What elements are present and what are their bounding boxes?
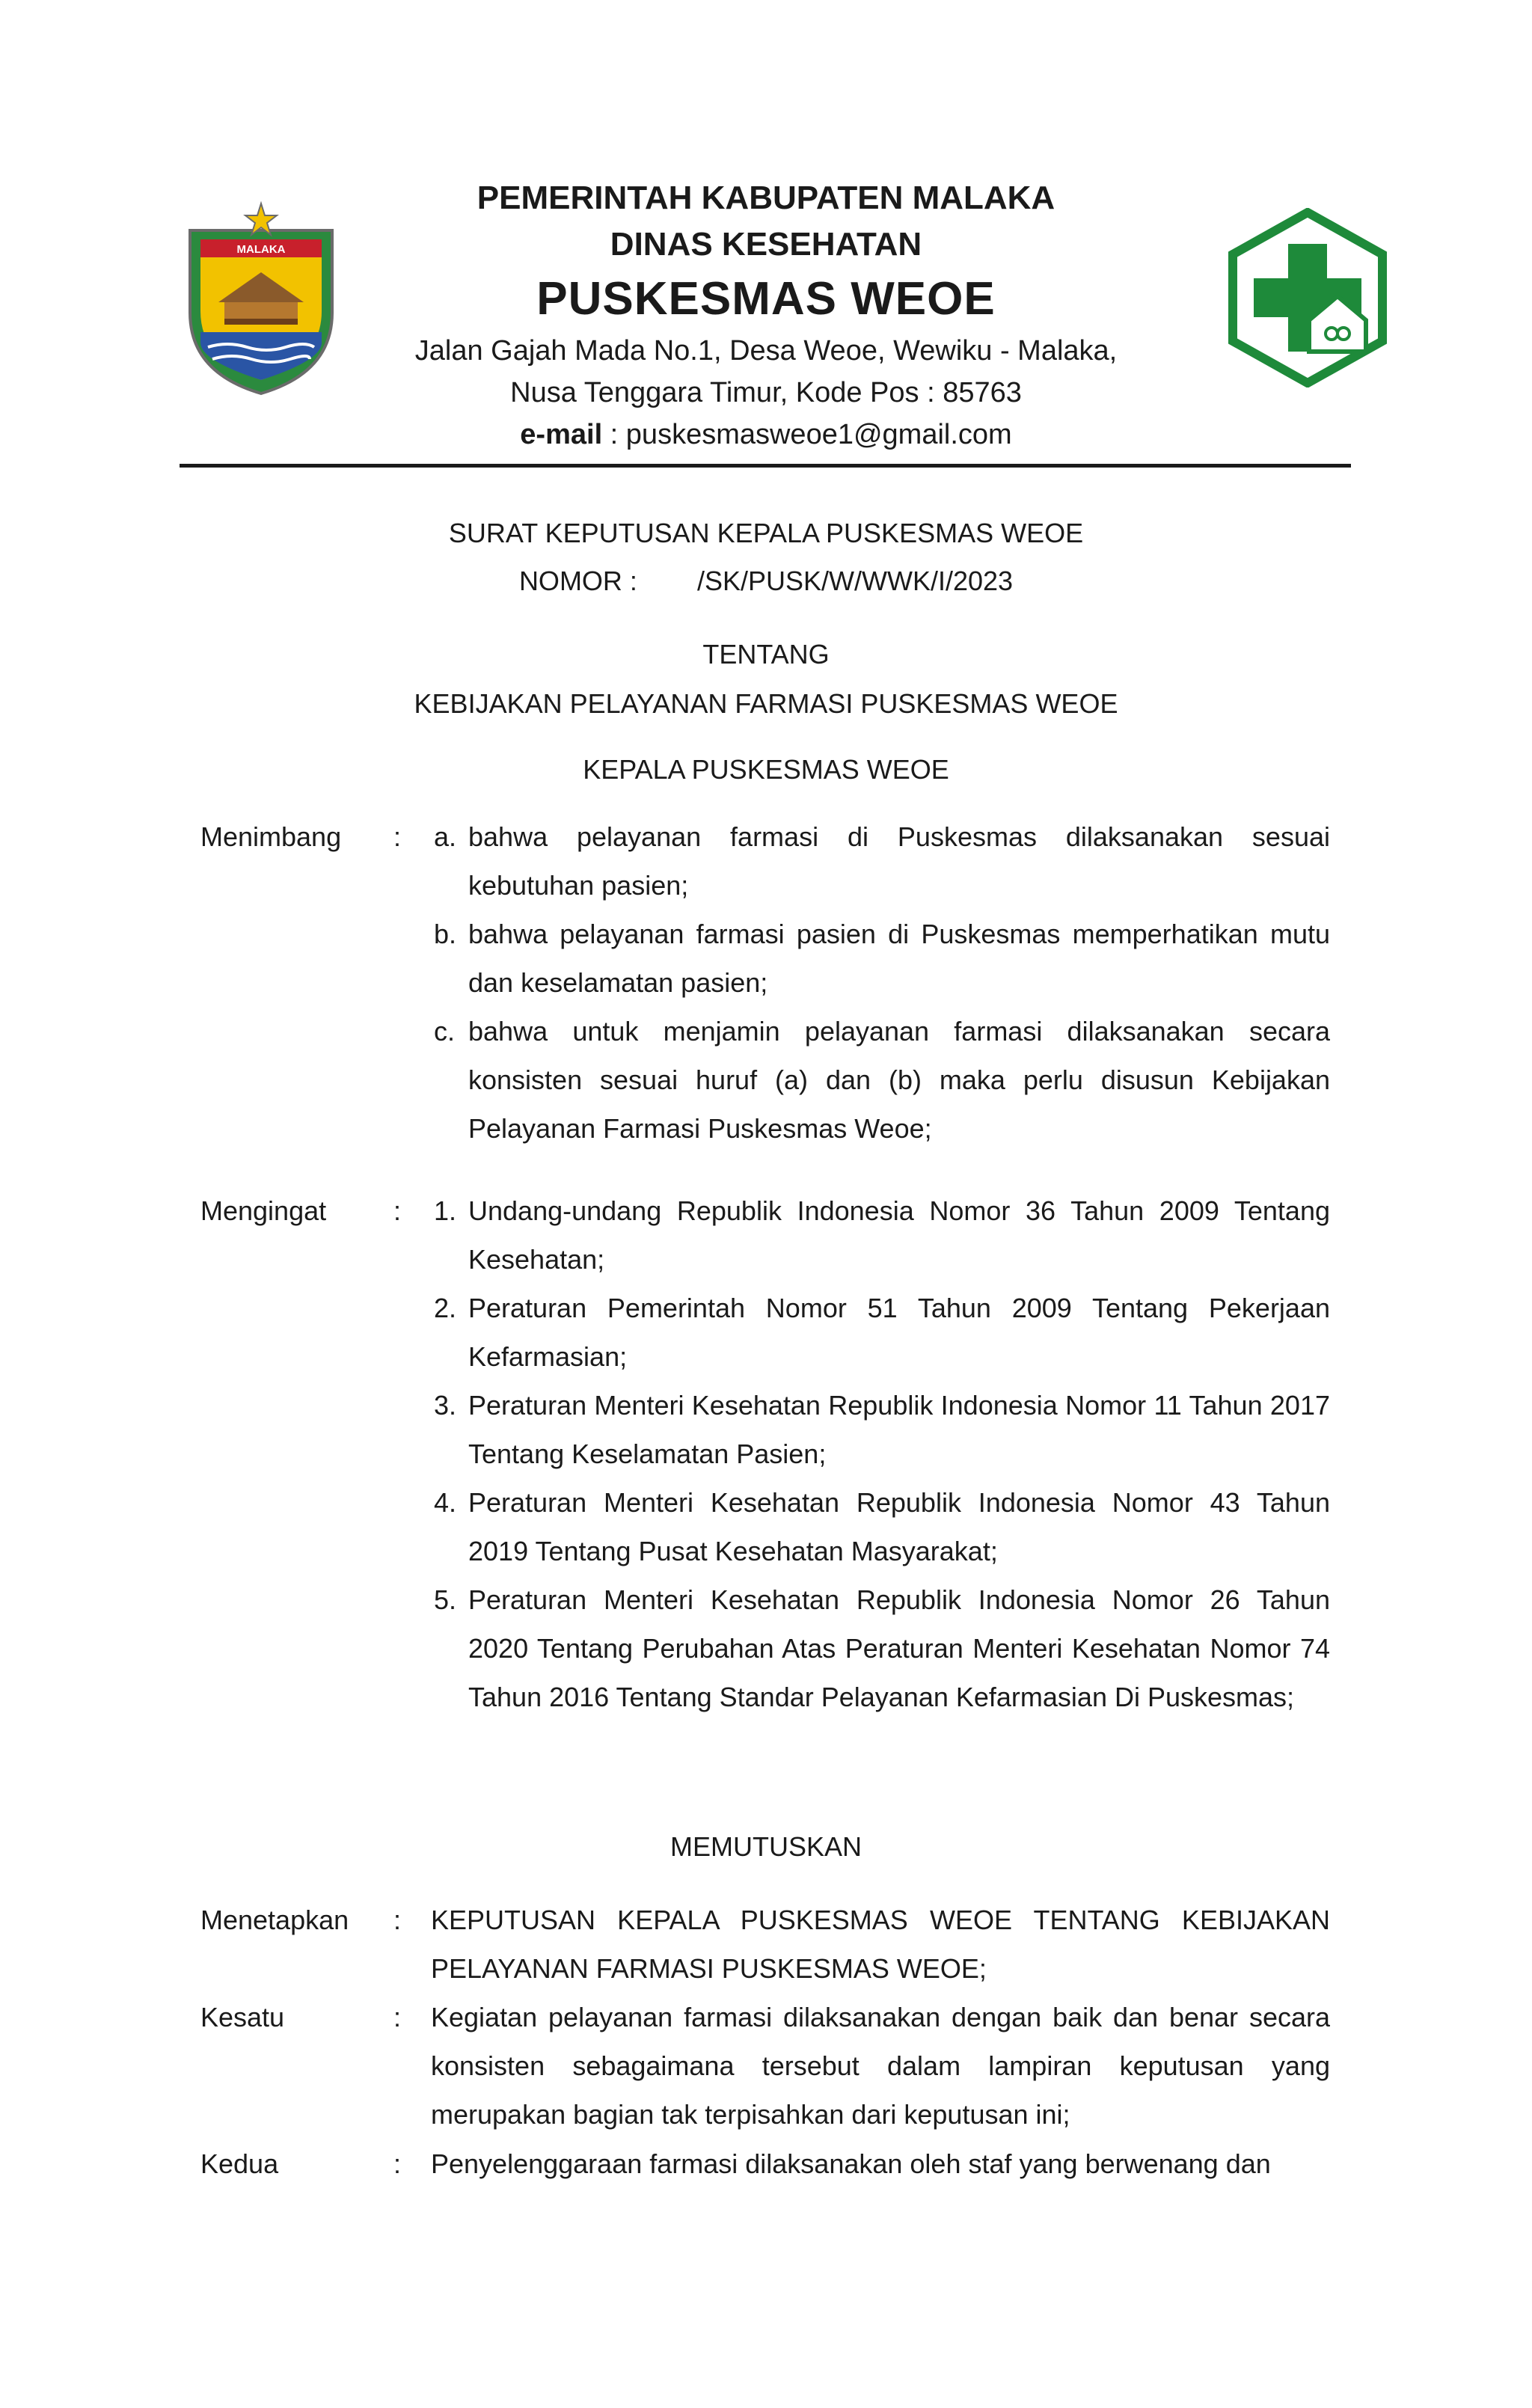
issuer-heading: KEPALA PUSKESMAS WEOE (583, 754, 949, 785)
menimbang-marker-b: b. (434, 919, 457, 949)
svg-text:MALAKA: MALAKA (236, 243, 286, 256)
memutuskan-heading: MEMUTUSKAN (670, 1831, 862, 1862)
mengingat-marker-2: 2. (434, 1293, 457, 1323)
decree-number-label: NOMOR : (518, 566, 637, 596)
kedua-text: Penyelenggaraan farmasi dilaksanakan oleh staf yang berwenang dan (431, 2148, 1271, 2179)
letterhead-address-line2: Nusa Tenggara Timur, Kode Pos : 85763 (510, 377, 1022, 408)
tentang-heading: TENTANG (702, 639, 830, 670)
mengingat-colon: : (393, 1195, 402, 1226)
menimbang-item-a: bahwa pelayanan farmasi di Puskesmas dilaksanakan sesuai kebutuhan pasien; (468, 821, 1330, 901)
mengingat-marker-3: 3. (434, 1390, 457, 1421)
kesatu-colon: : (393, 2002, 402, 2032)
decree-number-value: /SK/PUSK/W/WWK/I/2023 (696, 566, 1014, 596)
mengingat-marker-4: 4. (434, 1487, 457, 1518)
mengingat-item-4: Peraturan Menteri Kesehatan Republik Indonesia Nomor 43 Tahun 2019 Tentang Pusat Kesehatan Masyarakat; (468, 1487, 1330, 1566)
kesatu-label: Kesatu (200, 2002, 285, 2032)
menimbang-label: Menimbang (200, 821, 342, 852)
letterhead-email (0, 419, 1532, 451)
kedua-colon: : (393, 2148, 402, 2179)
menetapkan-label: Menetapkan (200, 1905, 349, 1935)
menetapkan-text: KEPUTUSAN KEPALA PUSKESMAS WEOE TENTANG KEBIJAKAN PELAYANAN FARMASI PUSKESMAS WEOE; (431, 1905, 1330, 1984)
mengingat-item-5: Peraturan Menteri Kesehatan Republik Indonesia Nomor 26 Tahun 2020 Tentang Perubahan Atas Peraturan Menteri Kesehatan Nomor 74 Tahun 2016 Tentang Standar Pelayanan Kefarmasian Di Puskesmas; (468, 1584, 1330, 1712)
menimbang-marker-a: a. (434, 821, 457, 852)
mengingat-item-3: Peraturan Menteri Kesehatan Republik Indonesia Nomor 11 Tahun 2017 Tentang Keselamatan Pasien; (468, 1390, 1330, 1469)
letterhead-puskesmas: PUSKESMAS WEOE (536, 273, 996, 325)
menimbang-marker-c: c. (434, 1016, 456, 1047)
kedua-label: Kedua (200, 2148, 279, 2179)
letterhead-divider (180, 464, 1351, 468)
mengingat-item-2: Peraturan Pemerintah Nomor 51 Tahun 2009 Tentang Pekerjaan Kefarmasian; (468, 1293, 1330, 1372)
decree-title: SURAT KEPUTUSAN KEPALA PUSKESMAS WEOE (448, 518, 1084, 548)
email-value: : puskesmasweoe1@gmail.com (602, 419, 1012, 450)
menimbang-item-c: bahwa untuk menjamin pelayanan farmasi dilaksanakan secara konsisten sesuai huruf (a) dan (b) maka perlu disusun Kebijakan Pelayanan Farmasi Puskesmas Weoe; (468, 1016, 1330, 1144)
kesatu-text: Kegiatan pelayanan farmasi dilaksanakan dengan baik dan benar secara konsisten sebagaimana tersebut dalam lampiran keputusan yang merupakan bagian tak terpisahkan dari keputusan ini; (431, 2002, 1330, 2130)
email-label: e-mail (520, 419, 603, 450)
letterhead-department: DINAS KESEHATAN (610, 226, 922, 263)
letterhead-government: PEMERINTAH KABUPATEN MALAKA (477, 180, 1055, 216)
letterhead-address-line1: Jalan Gajah Mada No.1, Desa Weoe, Wewiku - Malaka, (414, 335, 1118, 367)
mengingat-marker-5: 5. (434, 1584, 457, 1615)
decree-number (0, 566, 1532, 597)
mengingat-marker-1: 1. (434, 1195, 457, 1226)
decree-subject: KEBIJAKAN PELAYANAN FARMASI PUSKESMAS WEOE (414, 688, 1118, 719)
menetapkan-colon: : (393, 1905, 402, 1935)
mengingat-label: Mengingat (200, 1195, 327, 1226)
menimbang-colon: : (393, 821, 402, 852)
mengingat-item-1: Undang-undang Republik Indonesia Nomor 36 Tahun 2009 Tentang Kesehatan; (468, 1195, 1330, 1275)
menimbang-item-b: bahwa pelayanan farmasi pasien di Puskesmas memperhatikan mutu dan keselamatan pasien; (468, 919, 1330, 998)
